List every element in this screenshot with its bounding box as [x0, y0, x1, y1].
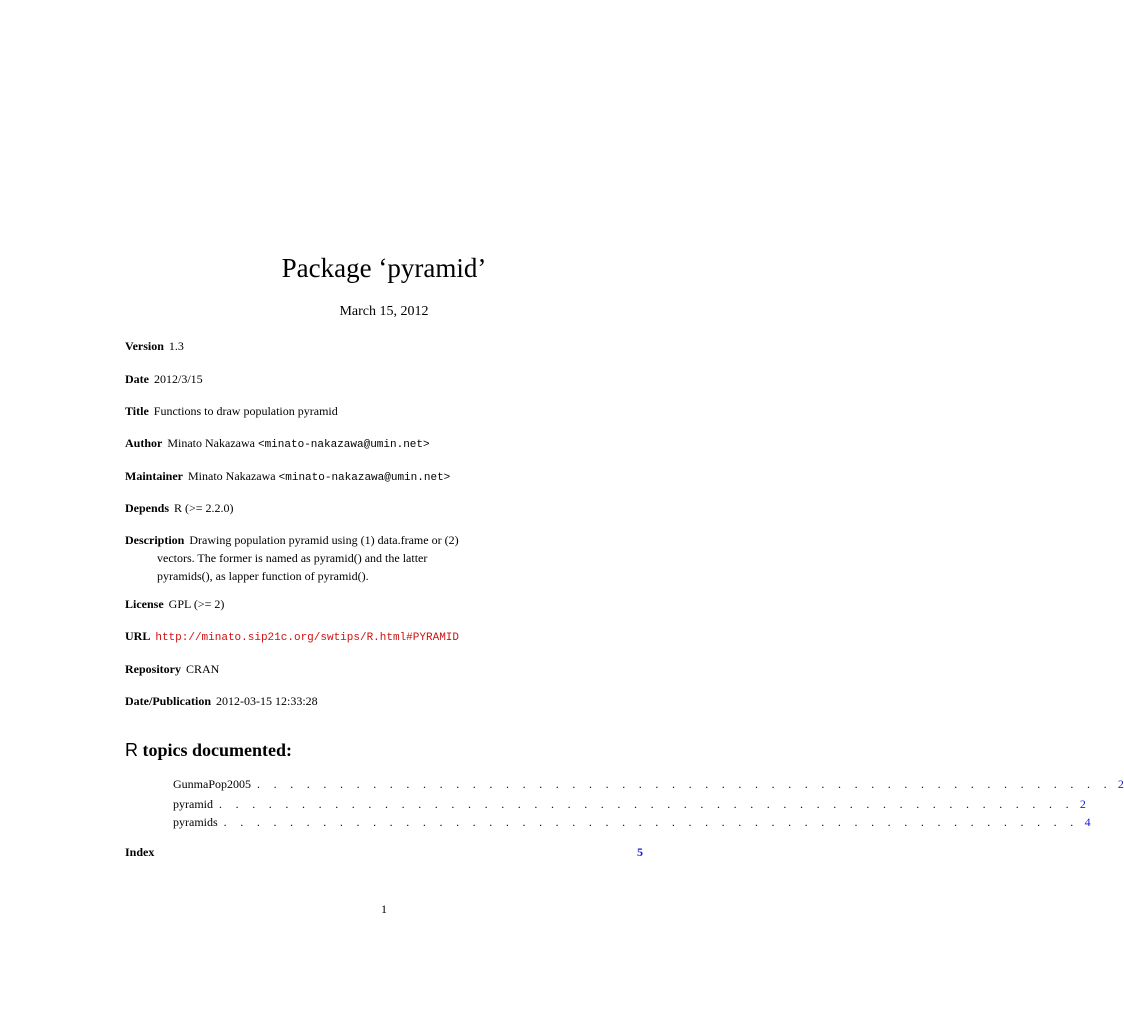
toc-entry-name: GunmaPop2005 [173, 777, 251, 791]
toc-heading-text: topics documented: [138, 740, 292, 760]
author-name: Minato Nakazawa [167, 436, 255, 450]
field-value: Functions to draw population pyramid [153, 404, 338, 418]
toc-entry-page[interactable]: 4 [1084, 815, 1091, 829]
url-link[interactable]: http://minato.sip21c.org/swtips/R.html#PYRAMID [155, 632, 459, 644]
field-date [125, 370, 645, 388]
field-author [125, 434, 645, 454]
field-key: Repository [125, 662, 181, 676]
field-key: URL [125, 629, 151, 643]
author-email: <minato-nakazawa@umin.net> [257, 439, 430, 451]
toc-leader-dots: . . . . . . . . . . . . . . . . . . . . . . . . . . . . . . . . . . . . . . . . . . . . . . . . . . . . [257, 777, 1112, 791]
field-key: Title [125, 404, 149, 418]
field-key: Version [125, 339, 164, 353]
toc-index-entry[interactable] [125, 843, 643, 861]
maintainer-email: <minato-nakazawa@umin.net> [278, 472, 451, 484]
field-key: License [125, 597, 164, 611]
field-depends [125, 499, 645, 517]
toc-entry-name: pyramids [173, 815, 218, 829]
field-key: Date [125, 372, 149, 386]
toc-entry-page[interactable]: 2 [1079, 797, 1086, 811]
description-line-2: vectors. The former is named as pyramid() and the latter [157, 551, 428, 565]
toc-leader-dots: . . . . . . . . . . . . . . . . . . . . . . . . . . . . . . . . . . . . . . . . . . . . . . . . . . . . [223, 815, 1079, 829]
package-date: March 15, 2012 [339, 304, 429, 319]
field-value: 2012-03-15 12:33:28 [216, 694, 318, 708]
toc-heading-r: R [125, 740, 138, 760]
maintainer-name: Minato Nakazawa [188, 469, 276, 483]
toc-entry-pyramid[interactable] [173, 795, 1086, 813]
field-publication [125, 692, 645, 710]
field-key: Author [125, 436, 163, 450]
field-version [125, 337, 645, 355]
field-license [125, 595, 645, 613]
field-value: GPL (>= 2) [168, 597, 225, 611]
field-key: Maintainer [125, 469, 183, 483]
toc-leader-dots: . . . . . . . . . . . . . . . . . . . . . . . . . . . . . . . . . . . . . . . . . . . . . . . . . . . . [219, 797, 1074, 811]
toc-entry-name: pyramid [173, 797, 213, 811]
field-key: Date/Publication [125, 694, 211, 708]
field-value: 2012/3/15 [154, 372, 203, 386]
field-value: R (>= 2.2.0) [174, 501, 234, 515]
field-maintainer [125, 467, 645, 487]
field-repository [125, 660, 645, 678]
package-title: Package ‘pyramid’ [281, 253, 487, 283]
field-url [125, 627, 645, 647]
toc-heading [125, 738, 292, 762]
description-line-3: pyramids(), as lapper function of pyramid(). [157, 569, 369, 583]
index-label: Index [125, 845, 155, 859]
field-value: 1.3 [168, 339, 184, 353]
page-number: 1 [381, 902, 387, 916]
field-key: Description [125, 533, 185, 547]
description-line-1: Drawing population pyramid using (1) data.frame or (2) [189, 533, 459, 547]
field-description [125, 531, 645, 585]
field-key: Depends [125, 501, 170, 515]
toc-entry-page[interactable]: 2 [1117, 777, 1124, 791]
index-page[interactable]: 5 [637, 845, 643, 859]
field-title [125, 402, 645, 420]
toc-entry-pyramids[interactable] [173, 813, 1091, 831]
field-value: CRAN [186, 662, 220, 676]
toc-entry-gunmapop2005[interactable] [173, 775, 1124, 793]
